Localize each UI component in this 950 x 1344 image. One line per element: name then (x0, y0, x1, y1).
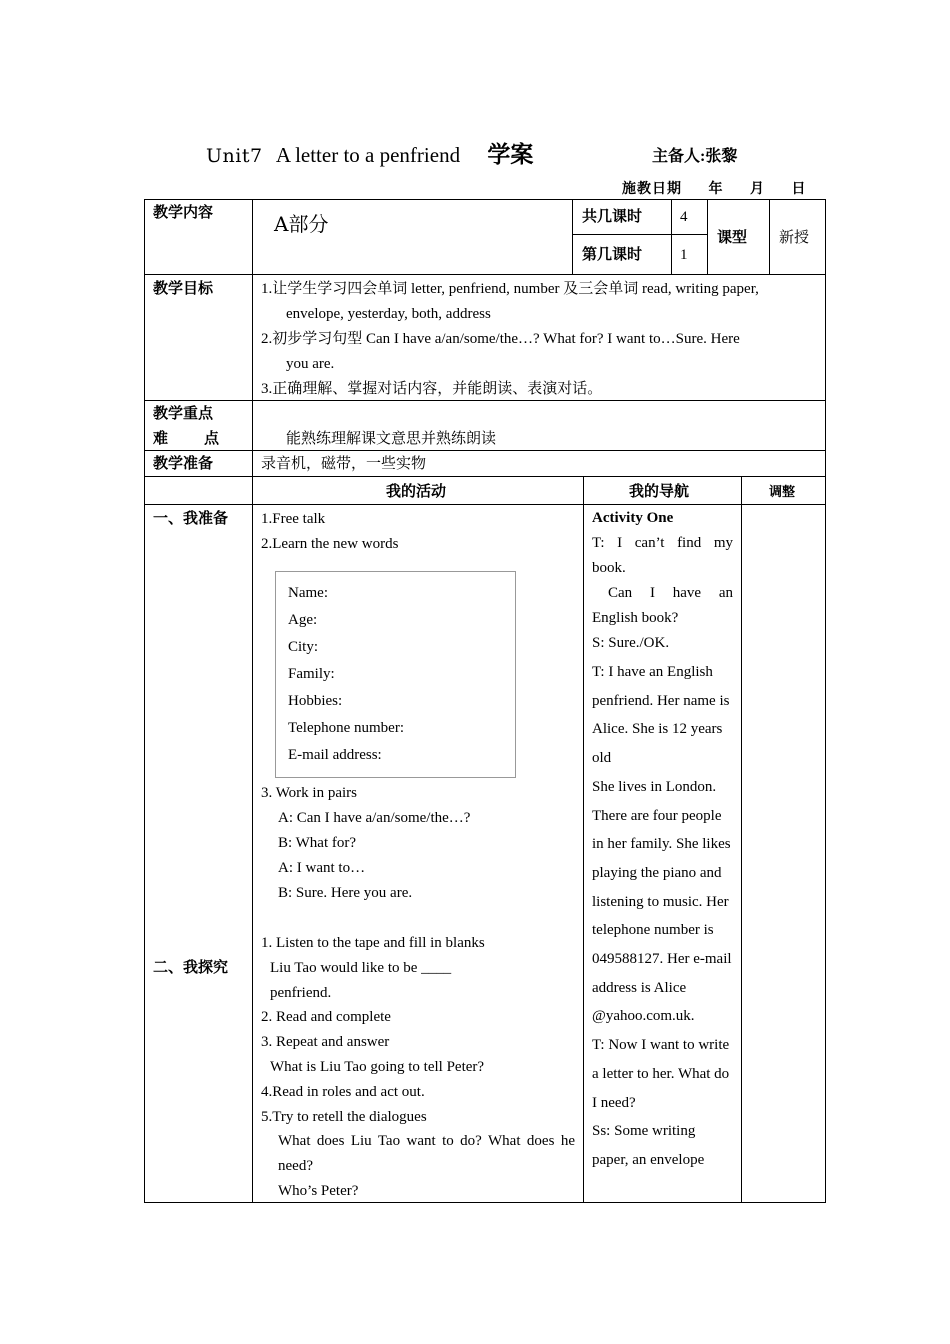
date-month: 月 (750, 182, 765, 197)
s1-work-in-pairs: 3. Work in pairs (261, 785, 358, 801)
rule (144, 274, 826, 275)
content-label: 教学内容 (153, 205, 214, 221)
s2-read-roles: 4.Read in roles and act out. (261, 1084, 425, 1100)
lesson-number-label: 第几课时 (582, 247, 643, 263)
total-lessons-value: 4 (680, 209, 688, 225)
section2-label: 二、我探究 (153, 960, 229, 976)
rule (769, 199, 770, 274)
s1-pair-line: B: Sure. Here you are. (278, 885, 413, 901)
rule (144, 1202, 826, 1203)
nav-line: She lives in London. There are four people in her family. She likes playing the piano and listening to music. Her telephone number is 049588127. Her e-mail address is Alice @yahoo.com.uk. (592, 778, 732, 1025)
col-nav: 我的导航 (629, 484, 690, 500)
s1-pair-line: B: What for? (278, 835, 357, 851)
nav-line: Ss: Some writing paper, an envelope (592, 1123, 705, 1168)
nav-heading: Activity One (592, 510, 674, 526)
box-age: Age: (288, 612, 318, 628)
nav-line: S: Sure./OK. (592, 635, 670, 651)
s2-blank: Liu Tao would like to be ____ (270, 960, 452, 976)
date-year: 年 (708, 182, 724, 197)
title-xuean: 学案 (487, 142, 534, 167)
s2-retell: 5.Try to retell the dialogues (261, 1109, 427, 1125)
box-family: Family: (288, 666, 335, 682)
goals-label: 教学目标 (153, 281, 214, 297)
lesson-type-value: 新授 (779, 230, 810, 246)
s2-who-is-peter: Who’s Peter? (278, 1183, 359, 1199)
goal-1-cont: envelope, yesterday, both, address (286, 306, 491, 322)
s2-listen: 1. Listen to the tape and fill in blanks (261, 935, 485, 951)
words-box (275, 571, 516, 778)
content-value: A部分 (274, 212, 329, 236)
box-email: E-mail address: (288, 747, 382, 763)
box-hobbies: Hobbies: (288, 693, 343, 709)
key-label: 教学重点 (153, 406, 214, 422)
box-city: City: (288, 639, 319, 655)
rule (144, 450, 826, 451)
rule (572, 234, 708, 235)
goal-2: 2.初步学习句型 Can I have a/an/some/the…? What for? I want to…Sure. Here (261, 331, 740, 347)
col-activity: 我的活动 (386, 484, 447, 500)
teaching-date (622, 178, 807, 198)
rule (583, 476, 584, 1203)
s1-free-talk: 1.Free talk (261, 511, 326, 527)
total-lessons-label: 共几课时 (582, 209, 643, 225)
box-name: Name: (288, 585, 328, 601)
date-day: 日 (791, 182, 807, 197)
s1-pair-line: A: Can I have a/an/some/the…? (278, 810, 471, 826)
rule (144, 476, 826, 477)
rule (252, 199, 253, 1203)
date-label: 施教日期 (622, 182, 682, 197)
rule (741, 476, 742, 1203)
rule (572, 199, 573, 274)
s2-blank-cont: penfriend. (270, 985, 332, 1001)
key-value: 能熟练理解课文意思并熟练朗读 (286, 431, 497, 447)
rule (825, 199, 826, 1203)
rule (144, 199, 145, 1203)
prep-label: 教学准备 (153, 456, 214, 472)
s2-question: What is Liu Tao going to tell Peter? (270, 1059, 485, 1075)
difficulty-label-b: 点 (204, 431, 220, 447)
title-text: A letter to a penfriend (275, 143, 461, 167)
rule (671, 199, 672, 274)
preparer: 主备人:张黎 (652, 148, 738, 165)
box-telephone: Telephone number: (288, 720, 404, 736)
title-unit: Unit7 (206, 145, 263, 167)
lesson-number-value: 1 (680, 247, 688, 263)
rule (144, 199, 826, 200)
lesson-type-label: 课型 (717, 230, 748, 246)
goal-1: 1.让学生学习四会单词 letter, penfriend, number 及三会单词 read, writing paper, (261, 281, 759, 297)
prep-value: 录音机，磁带，一些实物 (261, 456, 427, 472)
s1-new-words: 2.Learn the new words (261, 536, 399, 552)
section1-label: 一、我准备 (153, 511, 229, 527)
s2-retell-question: What does Liu Tao want to do? What does he need? (278, 1133, 575, 1174)
col-adjust: 调整 (769, 484, 796, 499)
difficulty-label-a: 难 (153, 431, 169, 447)
nav-line: Can I have an English book? (592, 585, 733, 626)
rule (144, 504, 826, 505)
rule (144, 400, 826, 401)
nav-line: T: I have an English penfriend. Her name is Alice. She is 12 years old (592, 664, 730, 767)
goal-2-cont: you are. (286, 356, 335, 372)
s2-repeat-answer: 3. Repeat and answer (261, 1034, 390, 1050)
document-title (206, 136, 533, 169)
rule (707, 199, 708, 274)
s1-pair-line: A: I want to… (278, 860, 366, 876)
nav-line: T: Now I want to write a letter to her. What do I need? (592, 1037, 730, 1111)
nav-column (592, 506, 733, 1175)
s2-read-complete: 2. Read and complete (261, 1009, 391, 1025)
nav-line: T: I can’t find my book. (592, 535, 733, 576)
goal-3: 3.正确理解、掌握对话内容，并能朗读、表演对话。 (261, 381, 603, 397)
